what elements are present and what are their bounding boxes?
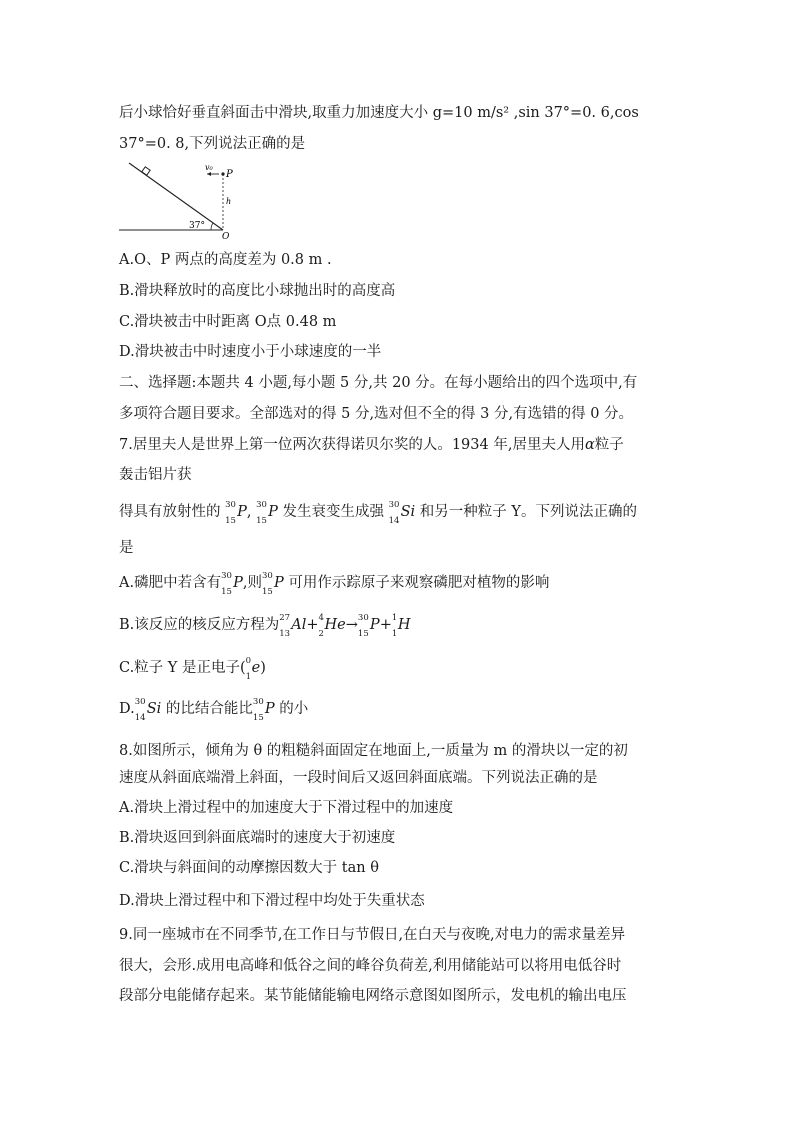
q9-line-2: 很大，会形.成用电高峰和低谷之间的峰谷负荷差,利用储能站可以将用电低谷时: [119, 958, 622, 974]
q9-line-3: 段部分电能储存起来。某节能储能输电网络示意图如图所示，发电机的输出电压: [119, 988, 627, 1004]
nuclide-p30: [252, 697, 275, 723]
plus-sign: +: [379, 617, 392, 633]
atomic-number: 15: [221, 587, 232, 597]
q7-a-pre: A.磷肥中若含有: [119, 575, 222, 591]
element-symbol: P: [268, 504, 278, 520]
element-symbol: e: [251, 660, 261, 676]
nuclide-p30: [256, 500, 278, 526]
atomic-number: 15: [357, 629, 369, 639]
q7-text-3d: 和另一种粒子 Y。下列说法正确的: [419, 504, 637, 520]
atomic-number: 1: [245, 672, 252, 682]
element-symbol: P: [233, 575, 243, 591]
mass-number: 0: [245, 656, 252, 666]
plus-sign: +: [306, 617, 319, 633]
element-symbol: Al: [291, 617, 307, 633]
q8-line-2: 速度从斜面底端滑上斜面，一段时间后又返回斜面底端。下列说法正确的是: [119, 770, 598, 786]
q7-option-b: [119, 613, 411, 639]
intro-line-2: 37°=0. 8,下列说法正确的是: [119, 136, 306, 152]
v0-arrowhead: [207, 172, 211, 176]
mass-number: 30: [357, 613, 369, 623]
nuclide-si30: [134, 697, 162, 723]
positron-symbol: [245, 656, 261, 682]
q7-a-post: 可用作示踪原子来观察磷肥对植物的影响: [288, 575, 550, 591]
nuclide-p30: [225, 500, 247, 526]
mass-number: 4: [318, 613, 324, 623]
atomic-number: 14: [388, 516, 400, 526]
q7-line-1: [119, 435, 624, 455]
q7-d-pre: D.: [119, 701, 135, 717]
arrow-symbol: →: [345, 617, 358, 633]
angle-label: 37°: [189, 221, 205, 231]
q7-text-1-end: 粒子: [594, 437, 624, 453]
o-label: O: [222, 232, 230, 240]
q7-text-1: 7.居里夫人是世界上第一位两次获得诺贝尔奖的人。1934 年,居里夫人用: [119, 437, 585, 453]
q7-c-post: ): [260, 660, 266, 676]
intro-line-1: 后小球恰好垂直斜面击中滑块,取重力加速度大小 g=10 m/s² ,sin 37°=0. 6,cos: [119, 105, 639, 121]
q9-line-1: 9.同一座城市在不同季节,在工作日与节假日,在白天与夜晚,对电力的需求量差异: [119, 927, 626, 943]
q7-option-c: [119, 656, 266, 682]
nuclide-p30: [261, 571, 284, 597]
mass-number: 30: [221, 571, 232, 581]
atomic-number: 1: [391, 629, 398, 639]
q7-line-4: 是: [119, 540, 134, 556]
q6-option-c: C.滑块被击中时距离 O点 0.48 m: [119, 314, 337, 330]
element-symbol: Si: [400, 504, 416, 520]
q7-option-a: [119, 571, 550, 597]
mass-number: 30: [252, 697, 264, 707]
q7-d-mid: 的比结合能比: [165, 701, 253, 717]
mass-number: 30: [388, 500, 400, 510]
nuclide-al27: [279, 613, 307, 639]
q7-line-2: 轰击铝片获: [119, 467, 192, 483]
q7-c-pre: C.粒子 Y 是正电子(: [119, 660, 246, 676]
element-symbol: P: [369, 617, 380, 633]
mass-number: 30: [261, 571, 273, 581]
q6-option-b: B.滑块释放时的高度比小球抛出时的高度高: [119, 283, 396, 299]
q7-a-mid: ,则: [242, 575, 262, 591]
mass-number: 30: [134, 697, 146, 707]
q8-option-b: B.滑块返回到斜面底端时的速度大于初速度: [119, 830, 396, 846]
atomic-number: 15: [256, 516, 267, 526]
q7-text-3a: 得具有放射性的: [119, 504, 221, 520]
q6-option-d: D.滑块被击中时速度小于小球速度的一半: [119, 344, 382, 360]
atomic-number: 2: [318, 629, 324, 639]
atomic-number: 13: [279, 629, 291, 639]
element-symbol: P: [237, 504, 247, 520]
atomic-number: 14: [134, 713, 146, 723]
atomic-number: 15: [252, 713, 264, 723]
q8-option-c: C.滑块与斜面间的动摩擦因数大于 tan θ: [119, 860, 379, 876]
nuclide-si30: [388, 500, 416, 526]
incline-figure: [119, 158, 249, 240]
q7-option-d: [119, 697, 309, 723]
q8-option-a: A.滑块上滑过程中的加速度大于下滑过程中的加速度: [119, 800, 454, 816]
element-symbol: P: [273, 575, 284, 591]
element-symbol: P: [264, 701, 275, 717]
nuclide-he4: [318, 613, 346, 639]
q8-option-d: D.滑块上滑过程中和下滑过程中均处于失重状态: [119, 893, 425, 909]
q7-b-pre: B.该反应的核反应方程为: [119, 617, 280, 633]
angle-arc: [211, 223, 213, 230]
section2-line-1: 二、选择题:本题共 4 小题,每小题 5 分,共 20 分。在每小题给出的四个选项中,有: [119, 375, 638, 391]
slider-block: [142, 167, 150, 175]
q7-text-3c: 发生衰变生成强: [282, 504, 384, 520]
atomic-number: 15: [261, 587, 273, 597]
point-p: [221, 172, 224, 175]
mass-number: 30: [256, 500, 267, 510]
v0-label: v₀: [205, 163, 213, 172]
q8-line-1: 8.如图所示，倾角为 θ 的粗糙斜面固定在地面上,一质量为 m 的滑块以一定的初: [119, 743, 628, 759]
q7-text-3b: ,: [246, 504, 252, 520]
q6-option-a: A.O、P 两点的高度差为 0.8 m .: [119, 252, 332, 268]
h-label: h: [226, 197, 232, 206]
mass-number: 1: [391, 613, 398, 623]
section2-line-2: 多项符合题目要求。全部选对的得 5 分,选对但不全的得 3 分,有选错的得 0 分。: [119, 406, 634, 422]
q7-d-post: 的小: [279, 701, 309, 717]
element-symbol: He: [324, 617, 346, 633]
p-label: P: [226, 169, 233, 180]
atomic-number: 15: [225, 516, 236, 526]
q7-line-3: [119, 500, 637, 526]
mass-number: 30: [225, 500, 236, 510]
nuclide-p30: [357, 613, 380, 639]
alpha-symbol: α: [584, 437, 595, 453]
nuclide-p30: [221, 571, 243, 597]
nuclide-h1: [391, 613, 411, 639]
mass-number: 27: [279, 613, 291, 623]
element-symbol: Si: [146, 701, 162, 717]
element-symbol: H: [397, 617, 411, 633]
